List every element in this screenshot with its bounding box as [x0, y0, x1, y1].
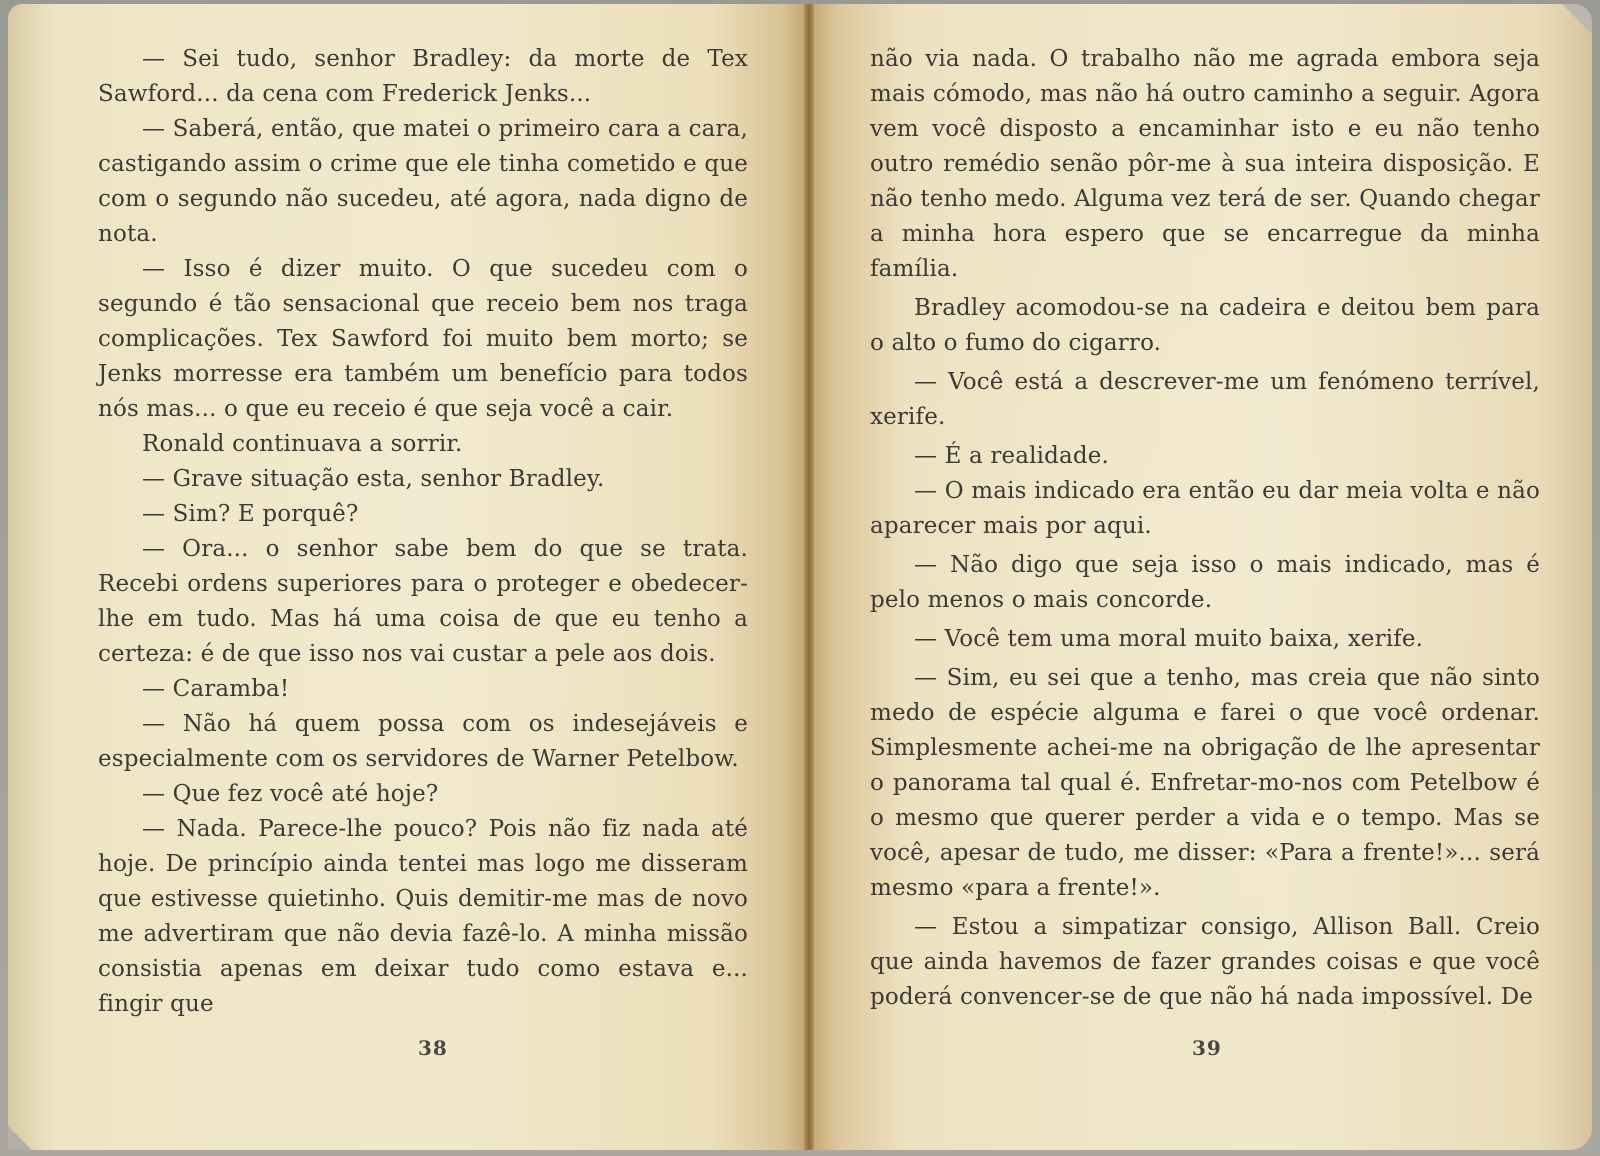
right-paragraph-7: — Você tem uma moral muito baixa, xerife.: [914, 626, 1424, 652]
left-page-number: 38: [418, 1036, 448, 1060]
left-paragraph-3: — Isso é dizer muito. O que sucedeu com o segundo é tão sensacional que receio bem nos traga complicações. Tex Sawford foi muito bem morto; se Jenks morresse era também um benefício para todos nós mas... o que eu receio é que seja você a cair.: [98, 256, 748, 422]
right-paragraph-6: — Não digo que seja isso o mais indicado, mas é pelo menos o mais concorde.: [870, 552, 1540, 613]
worn-corner: [8, 1126, 32, 1150]
right-page: [814, 4, 1592, 1150]
right-paragraph-8: — Sim, eu sei que a tenho, mas creia que não sinto medo de espécie alguma e farei o que você ordenar. Simplesmente achei-me na obrigação de lhe apresentar o panorama tal qual é. Enfretar-mo-nos com Petelbow é o mesmo que querer perder a vida e o tempo. Mas se você, apesar de tudo, me disser: «Para a frente!»... será mesmo «para a frente!».: [870, 665, 1540, 901]
right-paragraph-9: — Estou a simpatizar consigo, Allison Ball. Creio que ainda havemos de fazer grandes coisas e que você poderá convencer-se de que não há nada impossível. De: [870, 914, 1540, 1010]
left-page: [8, 4, 806, 1150]
left-paragraph-11: — Nada. Parece-lhe pouco? Pois não fiz nada até hoje. De princípio ainda tentei mas logo me disseram que estivesse quietinho. Quis demitir-me mas de novo me advertiram que não devia fazê-lo. A minha missão consistia apenas em deixar tudo como estava e... fingir que: [98, 816, 748, 1017]
right-paragraph-2: Bradley acomodou-se na cadeira e deitou bem para o alto o fumo do cigarro.: [870, 295, 1540, 356]
left-paragraph-2: — Saberá, então, que matei o primeiro cara a cara, castigando assim o crime que ele tinha cometido e que com o segundo não sucedeu, até agora, nada digno de nota.: [98, 116, 748, 247]
right-paragraph-4: — É a realidade.: [914, 443, 1109, 469]
right-page-number: 39: [1192, 1036, 1222, 1060]
left-paragraph-9: — Não há quem possa com os indesejáveis e especialmente com os servidores de Warner Petelbow.: [98, 711, 748, 772]
right-paragraph-1: não via nada. O trabalho não me agrada embora seja mais cómodo, mas não há outro caminho a seguir. Agora vem você disposto a encaminhar isto e eu não tenho outro remédio senão pôr-me à sua inteira disposição. E não tenho medo. Alguma vez terá de ser. Quando chegar a minha hora espero que se encarregue da minha família.: [870, 46, 1540, 282]
right-paragraph-5: — O mais indicado era então eu dar meia volta e não aparecer mais por aqui.: [870, 478, 1540, 539]
right-paragraph-3: — Você está a descrever-me um fenómeno terrível, xerife.: [870, 369, 1540, 430]
left-paragraph-5: — Grave situação esta, senhor Bradley.: [142, 466, 605, 492]
open-book: [8, 4, 1592, 1150]
left-paragraph-1: — Sei tudo, senhor Bradley: da morte de Tex Sawford... da cena com Frederick Jenks...: [98, 46, 748, 107]
left-paragraph-10: — Que fez você até hoje?: [142, 781, 439, 807]
left-paragraph-7: — Ora... o senhor sabe bem do que se trata. Recebi ordens superiores para o proteger e obedecer-lhe em tudo. Mas há uma coisa de que eu tenho a certeza: é de que isso nos vai custar a pele aos dois.: [98, 536, 748, 667]
left-paragraph-6: — Sim? E porquê?: [142, 501, 359, 527]
dog-ear-corner: [1562, 4, 1592, 34]
left-paragraph-4: Ronald continuava a sorrir.: [142, 431, 463, 457]
left-paragraph-8: — Caramba!: [142, 676, 290, 702]
